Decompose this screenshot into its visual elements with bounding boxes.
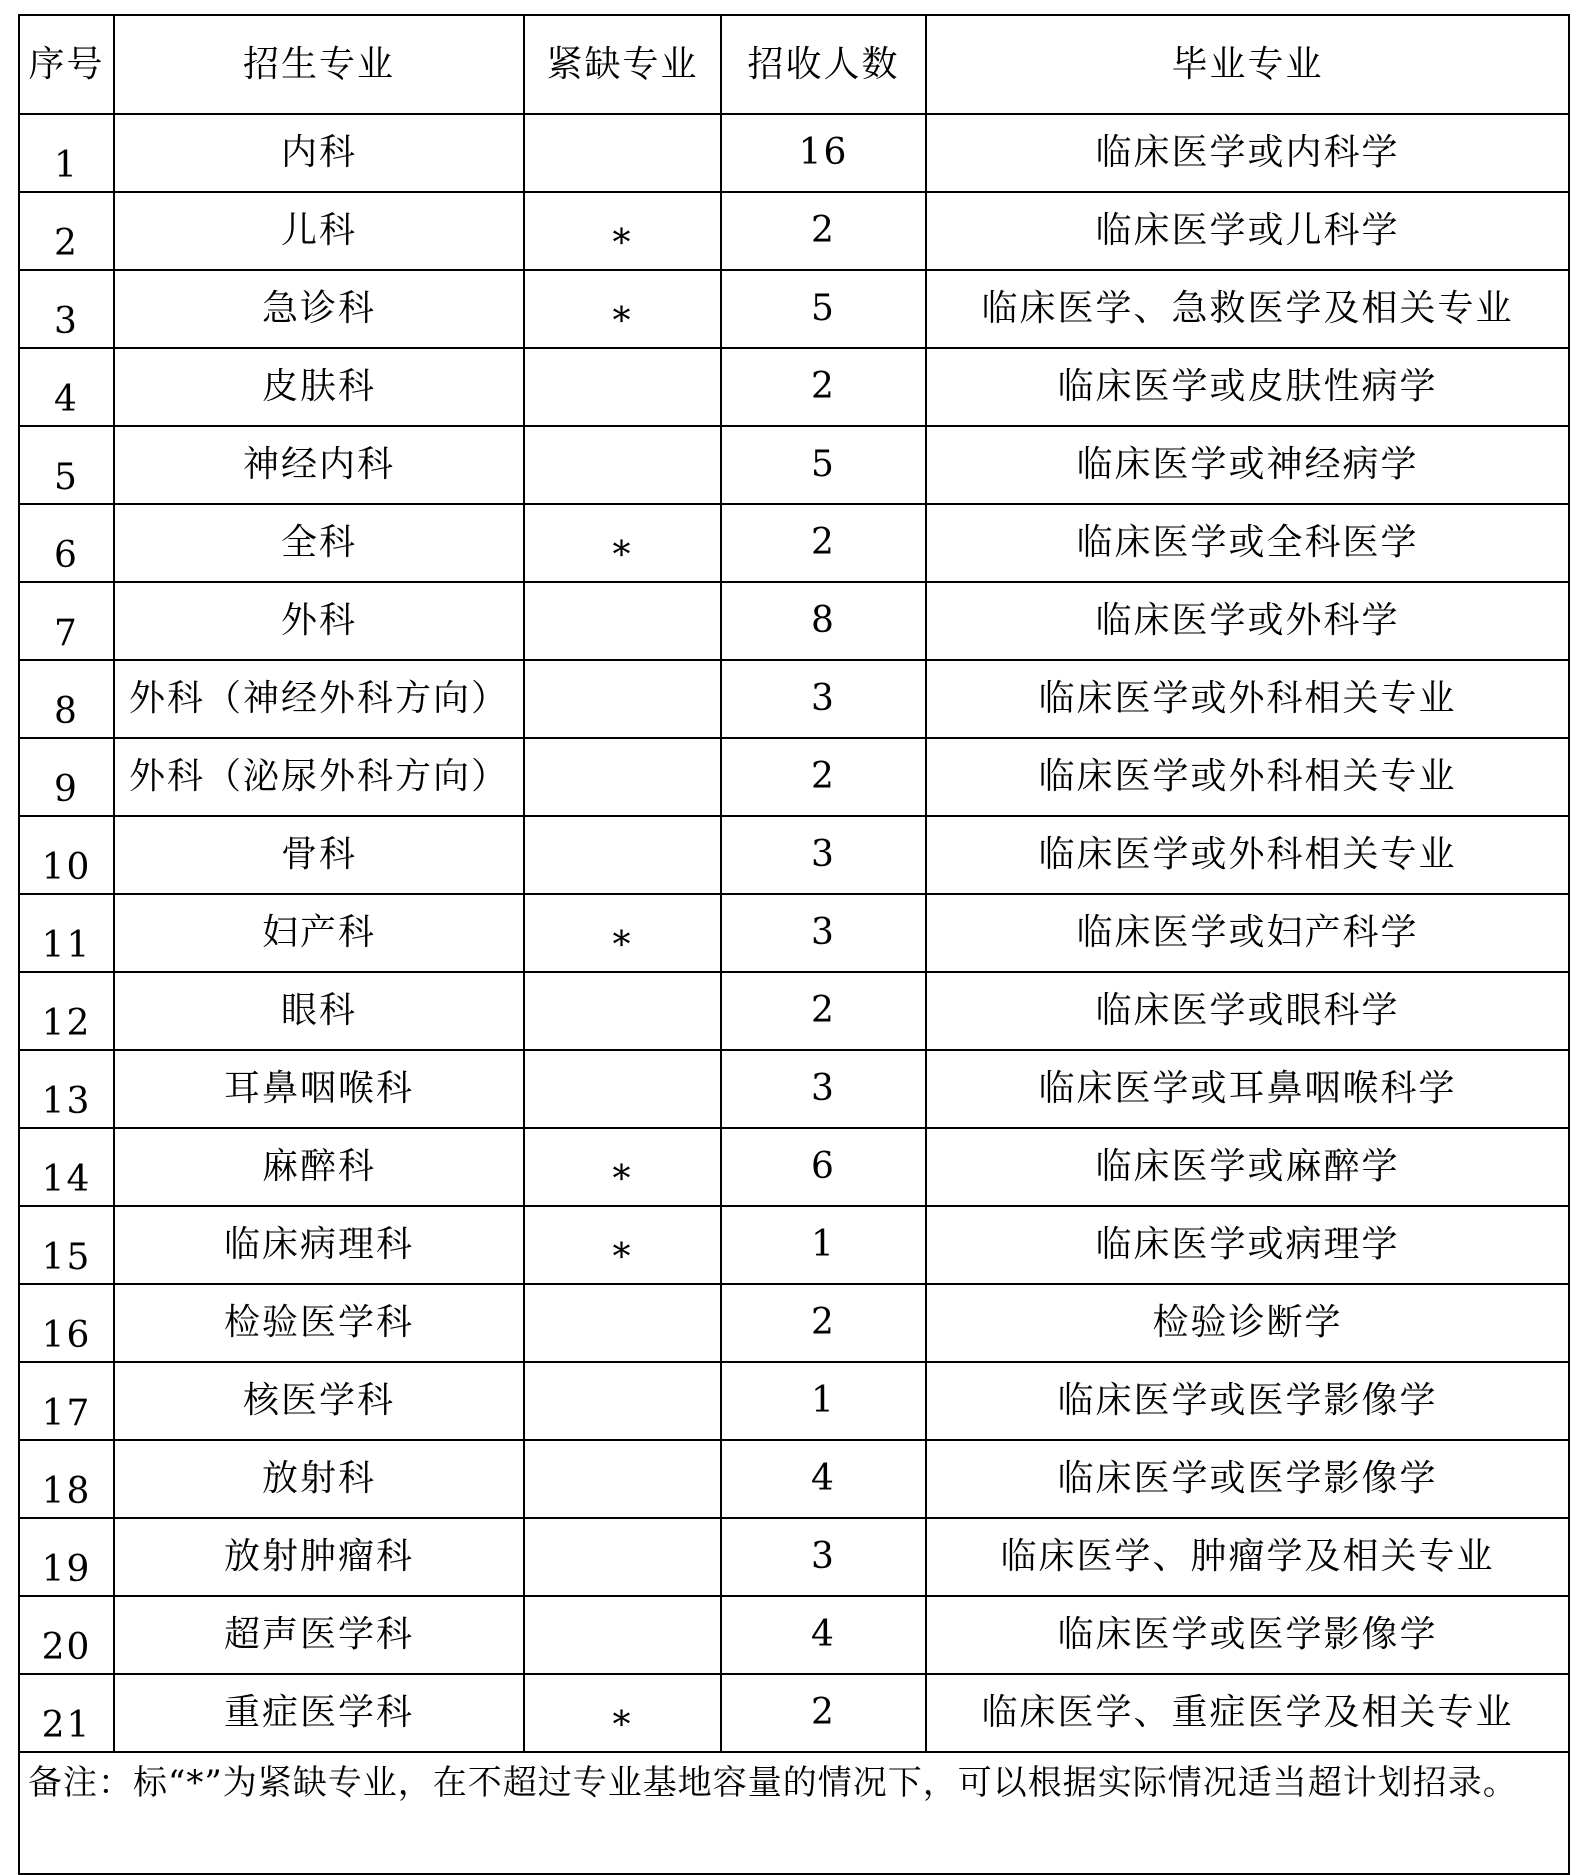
cell-graduate-major: 临床医学、重症医学及相关专业 bbox=[926, 1674, 1569, 1752]
cell-shortage-mark bbox=[524, 816, 721, 894]
header-shortage-specialty: 紧缺专业 bbox=[524, 15, 721, 114]
cell-enrollment-count: 4 bbox=[721, 1440, 926, 1518]
cell-graduate-major: 临床医学或儿科学 bbox=[926, 192, 1569, 270]
cell-enrollment-count: 6 bbox=[721, 1128, 926, 1206]
cell-enrollment-specialty: 核医学科 bbox=[114, 1362, 524, 1440]
cell-shortage-mark: * bbox=[524, 504, 721, 582]
table-body bbox=[19, 114, 1569, 1752]
cell-enrollment-count: 2 bbox=[721, 972, 926, 1050]
cell-enrollment-specialty: 重症医学科 bbox=[114, 1674, 524, 1752]
cell-enrollment-specialty: 内科 bbox=[114, 114, 524, 192]
cell-enrollment-count: 1 bbox=[721, 1362, 926, 1440]
table-row bbox=[19, 1596, 1569, 1674]
cell-enrollment-count: 3 bbox=[721, 660, 926, 738]
cell-enrollment-specialty: 临床病理科 bbox=[114, 1206, 524, 1284]
cell-enrollment-count: 8 bbox=[721, 582, 926, 660]
header-enrollment-count: 招收人数 bbox=[721, 15, 926, 114]
cell-shortage-mark bbox=[524, 114, 721, 192]
cell-shortage-mark: * bbox=[524, 894, 721, 972]
cell-serial-number: 16 bbox=[19, 1284, 114, 1362]
cell-graduate-major: 检验诊断学 bbox=[926, 1284, 1569, 1362]
table-row bbox=[19, 1128, 1569, 1206]
table-row bbox=[19, 426, 1569, 504]
cell-enrollment-count: 2 bbox=[721, 192, 926, 270]
cell-graduate-major: 临床医学或医学影像学 bbox=[926, 1362, 1569, 1440]
cell-graduate-major: 临床医学或皮肤性病学 bbox=[926, 348, 1569, 426]
cell-serial-number: 19 bbox=[19, 1518, 114, 1596]
cell-serial-number: 6 bbox=[19, 504, 114, 582]
table-row bbox=[19, 1050, 1569, 1128]
cell-enrollment-specialty: 外科（泌尿外科方向） bbox=[114, 738, 524, 816]
cell-enrollment-specialty: 神经内科 bbox=[114, 426, 524, 504]
table-row bbox=[19, 816, 1569, 894]
cell-shortage-mark: * bbox=[524, 1206, 721, 1284]
header-serial-number: 序号 bbox=[19, 15, 114, 114]
table-row bbox=[19, 348, 1569, 426]
table-row bbox=[19, 972, 1569, 1050]
cell-enrollment-specialty: 放射肿瘤科 bbox=[114, 1518, 524, 1596]
cell-graduate-major: 临床医学或麻醉学 bbox=[926, 1128, 1569, 1206]
cell-serial-number: 8 bbox=[19, 660, 114, 738]
cell-enrollment-count: 3 bbox=[721, 1518, 926, 1596]
cell-shortage-mark bbox=[524, 1050, 721, 1128]
cell-graduate-major: 临床医学或医学影像学 bbox=[926, 1440, 1569, 1518]
cell-enrollment-specialty: 急诊科 bbox=[114, 270, 524, 348]
cell-shortage-mark: * bbox=[524, 270, 721, 348]
cell-serial-number: 4 bbox=[19, 348, 114, 426]
cell-shortage-mark bbox=[524, 1518, 721, 1596]
table-row bbox=[19, 582, 1569, 660]
cell-serial-number: 18 bbox=[19, 1440, 114, 1518]
cell-serial-number: 13 bbox=[19, 1050, 114, 1128]
cell-enrollment-specialty: 外科（神经外科方向） bbox=[114, 660, 524, 738]
enrollment-table bbox=[18, 14, 1570, 1875]
header-enrollment-specialty: 招生专业 bbox=[114, 15, 524, 114]
table-row bbox=[19, 1362, 1569, 1440]
cell-graduate-major: 临床医学或外科相关专业 bbox=[926, 660, 1569, 738]
cell-enrollment-count: 2 bbox=[721, 1674, 926, 1752]
cell-enrollment-specialty: 眼科 bbox=[114, 972, 524, 1050]
cell-enrollment-count: 4 bbox=[721, 1596, 926, 1674]
cell-enrollment-specialty: 麻醉科 bbox=[114, 1128, 524, 1206]
table-row bbox=[19, 1674, 1569, 1752]
cell-enrollment-count: 3 bbox=[721, 894, 926, 972]
cell-serial-number: 21 bbox=[19, 1674, 114, 1752]
table-row bbox=[19, 894, 1569, 972]
cell-serial-number: 3 bbox=[19, 270, 114, 348]
cell-serial-number: 7 bbox=[19, 582, 114, 660]
cell-shortage-mark: * bbox=[524, 1674, 721, 1752]
header-graduate-major: 毕业专业 bbox=[926, 15, 1569, 114]
cell-graduate-major: 临床医学或医学影像学 bbox=[926, 1596, 1569, 1674]
cell-graduate-major: 临床医学或外科学 bbox=[926, 582, 1569, 660]
cell-enrollment-specialty: 皮肤科 bbox=[114, 348, 524, 426]
cell-enrollment-specialty: 骨科 bbox=[114, 816, 524, 894]
cell-enrollment-specialty: 超声医学科 bbox=[114, 1596, 524, 1674]
cell-serial-number: 2 bbox=[19, 192, 114, 270]
cell-shortage-mark bbox=[524, 660, 721, 738]
cell-graduate-major: 临床医学、肿瘤学及相关专业 bbox=[926, 1518, 1569, 1596]
cell-graduate-major: 临床医学、急救医学及相关专业 bbox=[926, 270, 1569, 348]
cell-serial-number: 11 bbox=[19, 894, 114, 972]
cell-enrollment-specialty: 耳鼻咽喉科 bbox=[114, 1050, 524, 1128]
table-row bbox=[19, 738, 1569, 816]
cell-graduate-major: 临床医学或内科学 bbox=[926, 114, 1569, 192]
table-row bbox=[19, 114, 1569, 192]
cell-shortage-mark bbox=[524, 426, 721, 504]
enrollment-table-container bbox=[18, 14, 1568, 1875]
cell-graduate-major: 临床医学或病理学 bbox=[926, 1206, 1569, 1284]
cell-shortage-mark bbox=[524, 582, 721, 660]
table-row bbox=[19, 1440, 1569, 1518]
table-row bbox=[19, 192, 1569, 270]
cell-graduate-major: 临床医学或妇产科学 bbox=[926, 894, 1569, 972]
cell-shortage-mark bbox=[524, 1362, 721, 1440]
cell-serial-number: 1 bbox=[19, 114, 114, 192]
cell-shortage-mark: * bbox=[524, 1128, 721, 1206]
cell-serial-number: 9 bbox=[19, 738, 114, 816]
cell-graduate-major: 临床医学或神经病学 bbox=[926, 426, 1569, 504]
note-row bbox=[19, 1752, 1569, 1874]
header-row bbox=[19, 15, 1569, 114]
cell-graduate-major: 临床医学或外科相关专业 bbox=[926, 738, 1569, 816]
table-row bbox=[19, 660, 1569, 738]
cell-enrollment-specialty: 妇产科 bbox=[114, 894, 524, 972]
cell-shortage-mark bbox=[524, 1440, 721, 1518]
cell-enrollment-count: 2 bbox=[721, 504, 926, 582]
cell-enrollment-specialty: 儿科 bbox=[114, 192, 524, 270]
table-row bbox=[19, 504, 1569, 582]
cell-enrollment-count: 3 bbox=[721, 1050, 926, 1128]
cell-serial-number: 14 bbox=[19, 1128, 114, 1206]
cell-shortage-mark bbox=[524, 348, 721, 426]
cell-shortage-mark: * bbox=[524, 192, 721, 270]
cell-enrollment-count: 5 bbox=[721, 270, 926, 348]
cell-shortage-mark bbox=[524, 1596, 721, 1674]
cell-serial-number: 17 bbox=[19, 1362, 114, 1440]
cell-enrollment-count: 1 bbox=[721, 1206, 926, 1284]
table-note: 备注：标“*”为紧缺专业，在不超过专业基地容量的情况下，可以根据实际情况适当超计划招录。 bbox=[19, 1752, 1569, 1874]
cell-serial-number: 20 bbox=[19, 1596, 114, 1674]
table-row bbox=[19, 1284, 1569, 1362]
table-row bbox=[19, 1518, 1569, 1596]
table-row bbox=[19, 270, 1569, 348]
cell-enrollment-count: 3 bbox=[721, 816, 926, 894]
cell-enrollment-count: 5 bbox=[721, 426, 926, 504]
cell-graduate-major: 临床医学或眼科学 bbox=[926, 972, 1569, 1050]
cell-graduate-major: 临床医学或耳鼻咽喉科学 bbox=[926, 1050, 1569, 1128]
cell-enrollment-specialty: 放射科 bbox=[114, 1440, 524, 1518]
table-row bbox=[19, 1206, 1569, 1284]
cell-graduate-major: 临床医学或全科医学 bbox=[926, 504, 1569, 582]
cell-enrollment-count: 16 bbox=[721, 114, 926, 192]
cell-serial-number: 12 bbox=[19, 972, 114, 1050]
cell-graduate-major: 临床医学或外科相关专业 bbox=[926, 816, 1569, 894]
cell-enrollment-count: 2 bbox=[721, 348, 926, 426]
cell-enrollment-count: 2 bbox=[721, 738, 926, 816]
cell-shortage-mark bbox=[524, 972, 721, 1050]
cell-enrollment-specialty: 检验医学科 bbox=[114, 1284, 524, 1362]
cell-enrollment-count: 2 bbox=[721, 1284, 926, 1362]
cell-enrollment-specialty: 外科 bbox=[114, 582, 524, 660]
cell-shortage-mark bbox=[524, 738, 721, 816]
cell-enrollment-specialty: 全科 bbox=[114, 504, 524, 582]
cell-shortage-mark bbox=[524, 1284, 721, 1362]
cell-serial-number: 15 bbox=[19, 1206, 114, 1284]
cell-serial-number: 10 bbox=[19, 816, 114, 894]
cell-serial-number: 5 bbox=[19, 426, 114, 504]
